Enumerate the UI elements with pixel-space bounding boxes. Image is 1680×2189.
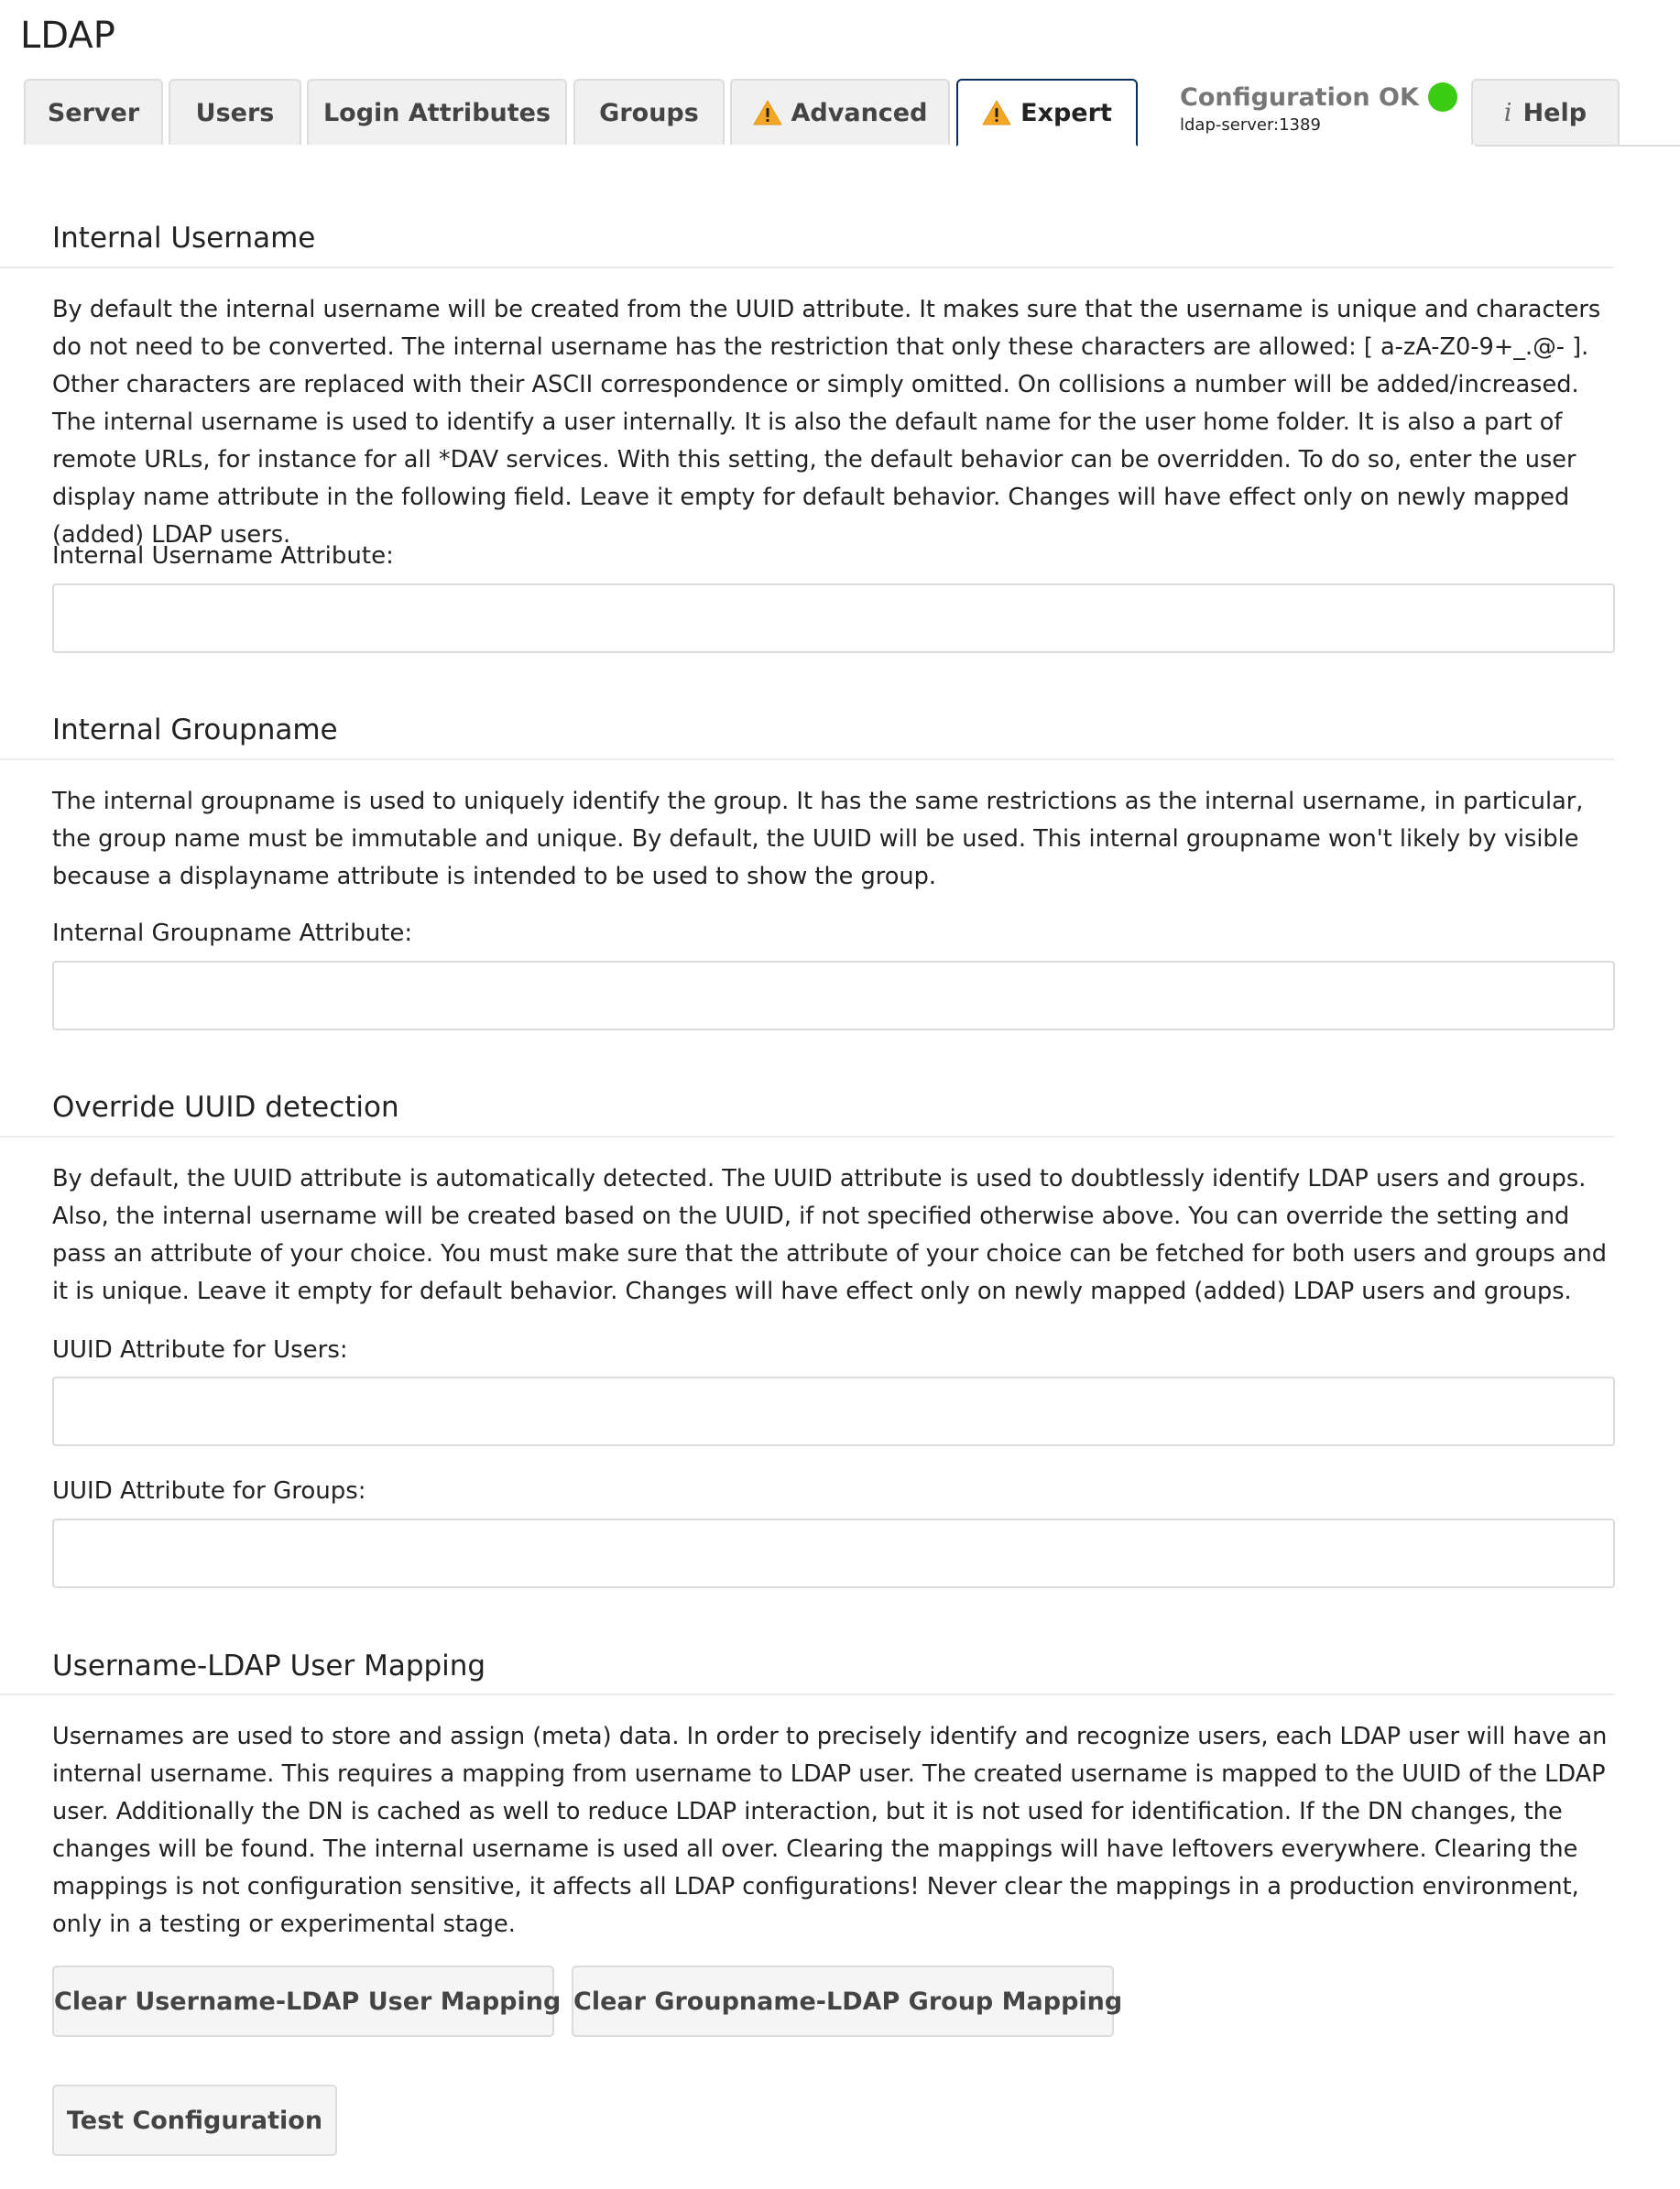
page-title: LDAP [20, 15, 115, 57]
tab-label: Advanced [791, 98, 928, 127]
tab-label: Help [1522, 98, 1587, 127]
internal-groupname-attribute-input[interactable] [52, 961, 1615, 1030]
section-divider [0, 1693, 1614, 1695]
tab-login-attributes[interactable] [307, 79, 567, 145]
tab-bar-divider [1475, 145, 1680, 147]
tab-label: Users [195, 98, 275, 127]
tab-expert[interactable] [956, 79, 1138, 147]
status-label: Configuration OK [1180, 82, 1419, 112]
internal-username-description: By default the internal username will be created from the UUID attribute. It makes sure that the username is unique and characters do not need to be converted. The internal username has the restriction that only these characters are allowed: [ a-zA-Z0-9+_.@- ]. Other characters are replaced with their ASCII correspondence or simply omitted. On collisions a number will be added/increased. The internal username is used to identify a user internally. It is also the default name for the user home folder. It is also a part of remote URLs, for instance for all *DAV services. With this setting, the default behavior can be overridden. To do so, enter the user display name attribute in the following field. Leave it empty for default behavior. Changes will have effect only on newly mapped (added) LDAP users. [52, 296, 1601, 549]
tab-label: Expert [1020, 98, 1112, 127]
internal-groupname-description: The internal groupname is used to uniquely identify the group. It has the same restrictions as the internal username, in particular, the group name must be immutable and unique. By default, the UUID will be used. This internal groupname won't likely by visible because a displayname attribute is intended to be used to show the group. [52, 788, 1584, 890]
configuration-status [1180, 82, 1457, 135]
tab-help[interactable] [1471, 79, 1620, 145]
section-divider [0, 267, 1614, 268]
section-title-internal-groupname: Internal Groupname [52, 713, 338, 746]
uuid-groups-label: UUID Attribute for Groups: [52, 1477, 366, 1505]
uuid-users-input[interactable] [52, 1377, 1615, 1446]
warning-icon [982, 100, 1011, 125]
internal-groupname-attribute-label: Internal Groupname Attribute: [52, 920, 413, 947]
clear-user-mapping-button[interactable]: Clear Username-LDAP User Mapping [52, 1966, 554, 2037]
tab-advanced[interactable] [730, 79, 950, 145]
section-title-internal-username: Internal Username [52, 222, 316, 255]
tab-groups[interactable] [573, 79, 725, 145]
internal-username-attribute-input[interactable] [52, 583, 1615, 653]
test-configuration-button[interactable]: Test Configuration [52, 2085, 337, 2156]
uuid-users-label: UUID Attribute for Users: [52, 1336, 348, 1364]
tab-users[interactable] [169, 79, 301, 145]
clear-group-mapping-button[interactable]: Clear Groupname-LDAP Group Mapping [572, 1966, 1114, 2037]
info-icon: i [1503, 98, 1512, 127]
override-uuid-description: By default, the UUID attribute is automatically detected. The UUID attribute is used to doubtlessly identify LDAP users and groups. Also, the internal username will be created based on the UUID, if not specified otherwise above. You can override the setting and pass an attribute of your choice. You must make sure that the attribute of your choice can be fetched for both users and groups and it is unique. Leave it empty for default behavior. Changes will have effect only on newly mapped (added) LDAP users and groups. [52, 1165, 1608, 1305]
status-server: ldap-server:1389 [1180, 115, 1321, 135]
section-title-override-uuid: Override UUID detection [52, 1091, 399, 1124]
tab-label: Login Attributes [322, 98, 551, 127]
status-ok-indicator [1428, 82, 1457, 112]
warning-icon [753, 100, 782, 125]
tab-server[interactable] [24, 79, 163, 145]
internal-username-attribute-label: Internal Username Attribute: [52, 542, 394, 570]
user-mapping-description: Usernames are used to store and assign (meta) data. In order to precisely identify and recognize users, each LDAP user will have an internal username. This requires a mapping from username to LDAP user. The created username is mapped to the UUID of the LDAP user. Additionally the DN is cached as well to reduce LDAP interaction, but it is not used for identification. If the DN changes, the changes will be found. The internal username is used all over. Clearing the mappings will have leftovers everywhere. Clearing the mappings is not configuration sensitive, it affects all LDAP configurations! Never clear the mappings in a production environment, only in a testing or experimental stage. [52, 1723, 1608, 1938]
section-divider [0, 1136, 1614, 1138]
section-title-user-mapping: Username-LDAP User Mapping [52, 1650, 486, 1683]
tab-label: Server [47, 98, 140, 127]
uuid-groups-input[interactable] [52, 1519, 1615, 1588]
tab-bar [0, 79, 1680, 147]
section-divider [0, 758, 1614, 760]
tab-label: Groups [599, 98, 699, 127]
